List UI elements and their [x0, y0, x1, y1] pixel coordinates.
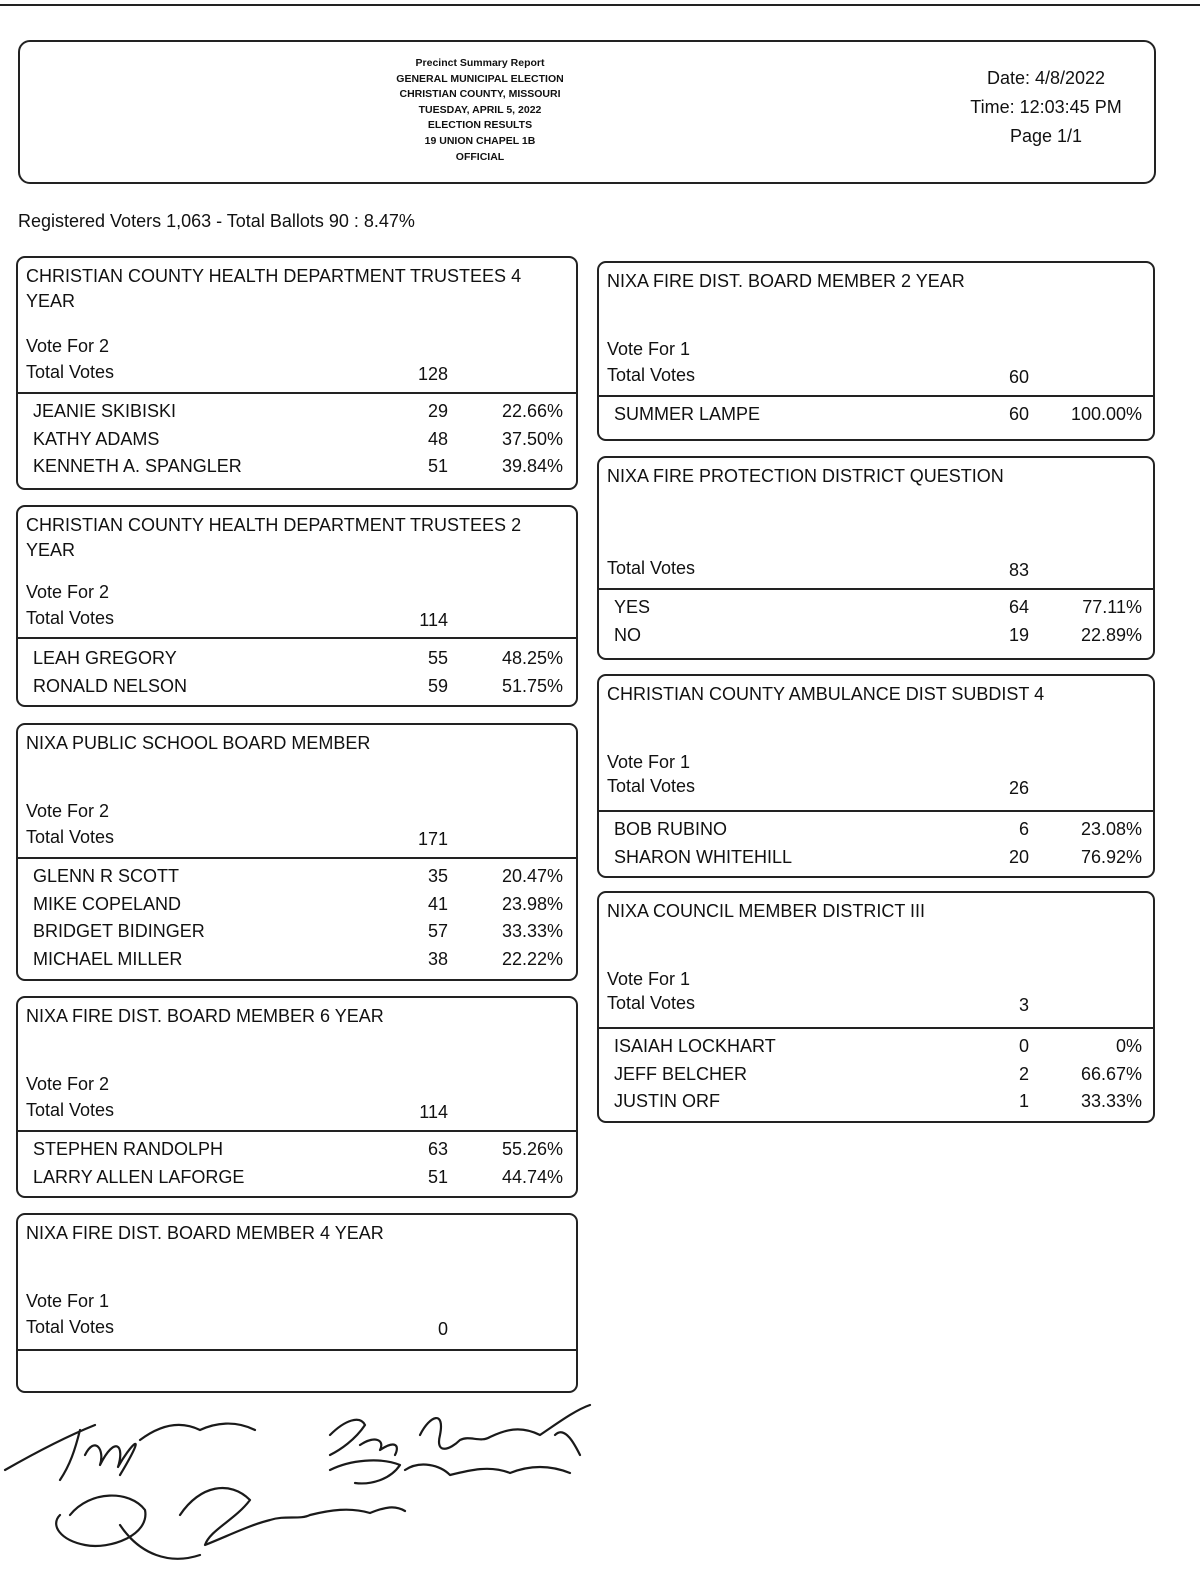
- jurisdiction: CHRISTIAN COUNTY, MISSOURI: [399, 88, 561, 101]
- total-votes-label: Total Votes: [26, 1100, 115, 1120]
- candidate-name: SUMMER LAMPE: [614, 404, 761, 424]
- total-votes-label: Total Votes: [26, 608, 115, 628]
- vote-for-label: Vote For 1: [607, 339, 691, 359]
- candidate-row: [33, 673, 576, 700]
- candidate-percent: 33.33%: [1080, 1091, 1142, 1111]
- total-votes-value: 26: [1008, 778, 1029, 798]
- candidate-percent: 22.66%: [501, 401, 563, 421]
- total-votes-value: 83: [1008, 560, 1029, 580]
- page-top-rule: [0, 4, 1200, 6]
- results-label: ELECTION RESULTS: [427, 119, 533, 132]
- candidate-percent: 22.89%: [1080, 624, 1142, 645]
- precinct-name: 19 UNION CHAPEL 1B: [424, 134, 536, 147]
- candidate-votes: 0: [1018, 1036, 1029, 1056]
- candidate-name: YES: [614, 597, 651, 617]
- race-box: [597, 456, 1155, 660]
- total-votes-label: Total Votes: [607, 776, 696, 796]
- candidate-name: NO: [614, 624, 641, 645]
- candidate-votes: 6: [1018, 819, 1029, 839]
- signature-4: [56, 1488, 405, 1559]
- race-box: [597, 674, 1155, 878]
- vote-for-label: Vote For 1: [26, 1291, 110, 1311]
- candidate-row: [614, 401, 1153, 428]
- candidate-name: KENNETH A. SPANGLER: [33, 456, 242, 476]
- candidate-name: MIKE COPELAND: [33, 893, 182, 914]
- candidate-name: KATHY ADAMS: [33, 428, 160, 449]
- candidate-row: [33, 398, 576, 425]
- candidate-percent: 76.92%: [1080, 846, 1142, 867]
- race-title: CHRISTIAN COUNTY HEALTH DEPARTMENT TRUSTEES 2 YEAR: [26, 515, 522, 560]
- signatures: [0, 1395, 620, 1582]
- candidate-row: [33, 863, 576, 890]
- candidate-name: STEPHEN RANDOLPH: [33, 1139, 224, 1159]
- total-votes-value: 114: [419, 610, 448, 630]
- race-title: NIXA FIRE PROTECTION DISTRICT QUESTION: [607, 466, 1004, 486]
- race-divider: [599, 1027, 1153, 1029]
- report-title: Precinct Summary Report: [415, 57, 545, 69]
- candidate-percent: 22.22%: [501, 948, 563, 969]
- candidate-row: [33, 645, 576, 672]
- candidate-votes: 57: [427, 921, 448, 941]
- signature-3: [330, 1460, 570, 1483]
- candidate-votes: 64: [1008, 597, 1029, 617]
- race-divider: [18, 1349, 576, 1351]
- race-divider: [599, 395, 1153, 397]
- candidate-percent: 55.26%: [501, 1139, 563, 1159]
- race-box: [597, 891, 1155, 1123]
- race-box: [597, 261, 1155, 441]
- candidate-votes: 20: [1008, 846, 1029, 867]
- race-title: NIXA FIRE DIST. BOARD MEMBER 4 YEAR: [26, 1223, 384, 1243]
- candidate-percent: 66.67%: [1080, 1063, 1142, 1084]
- candidate-row: [614, 816, 1153, 843]
- candidate-name: JEANIE SKIBISKI: [33, 401, 177, 421]
- candidate-votes: 55: [427, 648, 448, 668]
- race-box: [16, 256, 578, 490]
- race-title: NIXA FIRE DIST. BOARD MEMBER 6 YEAR: [26, 1006, 384, 1026]
- total-votes-label: Total Votes: [26, 827, 115, 847]
- candidate-row: [614, 844, 1153, 871]
- report-title-block: [320, 56, 640, 165]
- election-date: TUESDAY, APRIL 5, 2022: [418, 103, 542, 116]
- candidate-votes: 29: [427, 401, 448, 421]
- candidate-row: [33, 453, 576, 480]
- race-box: [16, 1213, 578, 1393]
- candidate-row: [614, 1033, 1153, 1060]
- vote-for-label: Vote For 2: [26, 336, 110, 356]
- candidate-row: [614, 594, 1153, 621]
- candidate-percent: 77.11%: [1082, 597, 1142, 617]
- candidate-votes: 38: [427, 948, 448, 969]
- candidate-name: RONALD NELSON: [33, 675, 188, 696]
- candidate-percent: 33.33%: [501, 921, 563, 941]
- candidate-row: [614, 1061, 1153, 1088]
- total-votes-value: 60: [1008, 367, 1029, 387]
- candidate-name: JUSTIN ORF: [614, 1091, 720, 1111]
- report-date: Date: 4/8/2022: [986, 68, 1106, 88]
- candidate-votes: 1: [1018, 1091, 1029, 1111]
- total-votes-label: Total Votes: [607, 365, 696, 385]
- candidate-name: BOB RUBINO: [614, 819, 728, 839]
- candidate-row: [33, 918, 576, 945]
- candidate-name: JEFF BELCHER: [614, 1063, 748, 1084]
- race-divider: [18, 1130, 576, 1132]
- total-votes-label: Total Votes: [26, 1317, 115, 1337]
- candidate-percent: 23.98%: [501, 893, 563, 914]
- candidate-row: [33, 426, 576, 453]
- candidate-votes: 63: [427, 1139, 448, 1159]
- total-votes-value: 128: [417, 364, 448, 384]
- candidate-name: ISAIAH LOCKHART: [614, 1036, 776, 1056]
- report-meta: [946, 64, 1146, 151]
- candidate-row: [33, 946, 576, 973]
- race-divider: [599, 588, 1153, 590]
- candidate-votes: 60: [1008, 404, 1029, 424]
- candidate-percent: 37.50%: [501, 428, 563, 449]
- candidate-votes: 35: [427, 866, 448, 886]
- candidate-name: GLENN R SCOTT: [33, 866, 180, 886]
- candidate-name: BRIDGET BIDINGER: [33, 921, 205, 941]
- candidate-votes: 19: [1008, 624, 1029, 645]
- race-divider: [18, 392, 576, 394]
- page-number: Page 1/1: [1009, 126, 1083, 146]
- candidate-name: MICHAEL MILLER: [33, 948, 183, 969]
- candidate-votes: 51: [427, 456, 448, 476]
- registered-voters-line: Registered Voters 1,063 - Total Ballots 90 : 8.47%: [18, 211, 415, 231]
- total-votes-value: 114: [419, 1102, 448, 1122]
- report-time: Time: 12:03:45 PM: [970, 97, 1122, 117]
- candidate-percent: 39.84%: [501, 456, 563, 476]
- candidate-percent: 48.25%: [501, 648, 563, 668]
- vote-for-label: Vote For 2: [26, 1074, 110, 1094]
- total-votes-value: 171: [417, 829, 448, 849]
- vote-for-label: Vote For 1: [607, 969, 691, 989]
- vote-for-label: Vote For 2: [26, 582, 110, 602]
- report-header: [18, 40, 1156, 184]
- vote-for-label: Vote For 1: [607, 752, 691, 772]
- total-votes-value: 3: [1018, 995, 1029, 1015]
- race-title: CHRISTIAN COUNTY AMBULANCE DIST SUBDIST 4: [607, 684, 1045, 704]
- candidate-percent: 51.75%: [501, 675, 563, 696]
- candidate-percent: 23.08%: [1080, 819, 1142, 839]
- race-divider: [18, 637, 576, 639]
- total-votes-value: 0: [437, 1319, 448, 1339]
- signature-1: [5, 1424, 255, 1480]
- total-votes-label: Total Votes: [26, 362, 115, 382]
- total-votes-label: Total Votes: [607, 558, 696, 578]
- candidate-percent: 44.74%: [501, 1166, 563, 1187]
- candidate-percent: 0%: [1115, 1036, 1142, 1056]
- race-title: NIXA COUNCIL MEMBER DISTRICT III: [607, 901, 926, 921]
- candidate-row: [33, 1164, 576, 1191]
- candidate-votes: 59: [427, 675, 448, 696]
- signature-2: [330, 1405, 590, 1455]
- race-divider: [18, 857, 576, 859]
- candidate-votes: 2: [1018, 1063, 1029, 1084]
- candidate-percent: 20.47%: [501, 866, 563, 886]
- race-box: [16, 996, 578, 1198]
- candidate-row: [33, 891, 576, 918]
- race-divider: [599, 810, 1153, 812]
- total-votes-label: Total Votes: [607, 993, 696, 1013]
- official-label: OFFICIAL: [455, 150, 505, 163]
- race-box: [16, 505, 578, 707]
- race-title: CHRISTIAN COUNTY HEALTH DEPARTMENT TRUSTEES 4 YEAR: [26, 266, 522, 311]
- race-title: NIXA FIRE DIST. BOARD MEMBER 2 YEAR: [607, 271, 965, 291]
- race-title: NIXA PUBLIC SCHOOL BOARD MEMBER: [26, 733, 371, 753]
- race-box: [16, 723, 578, 981]
- candidate-votes: 51: [427, 1166, 448, 1187]
- candidate-name: SHARON WHITEHILL: [614, 846, 793, 867]
- candidate-row: [614, 622, 1153, 649]
- candidate-votes: 41: [427, 893, 448, 914]
- election-name: GENERAL MUNICIPAL ELECTION: [396, 72, 564, 85]
- candidate-row: [614, 1088, 1153, 1115]
- candidate-name: LEAH GREGORY: [33, 648, 177, 668]
- candidate-percent: 100.00%: [1070, 404, 1142, 424]
- candidate-votes: 48: [427, 428, 448, 449]
- candidate-name: LARRY ALLEN LAFORGE: [33, 1166, 245, 1187]
- candidate-row: [33, 1136, 576, 1163]
- vote-for-label: Vote For 2: [26, 801, 110, 821]
